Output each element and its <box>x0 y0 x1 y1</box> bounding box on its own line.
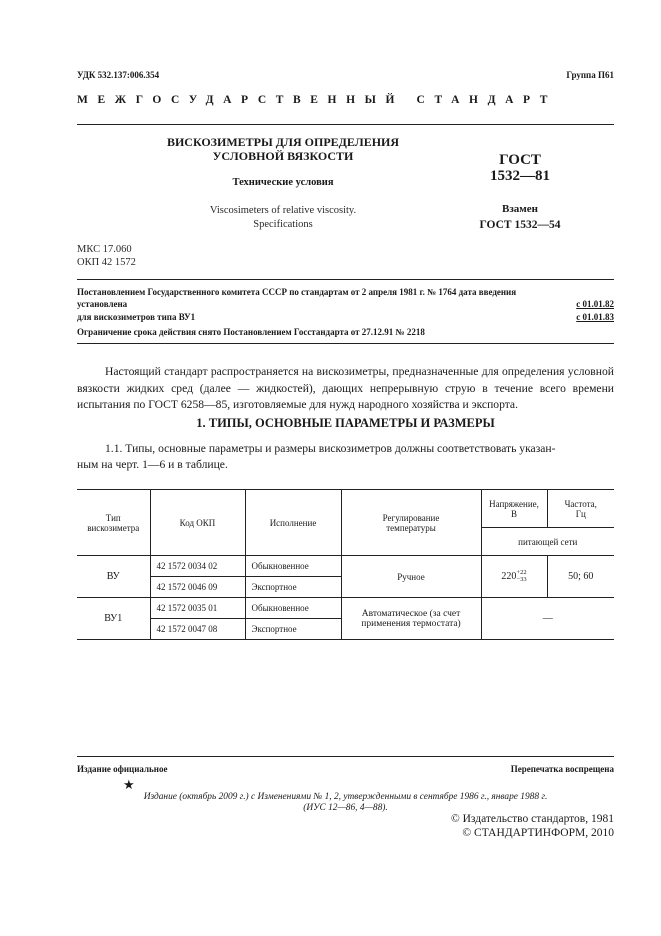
mks-code: МКС 17.060 <box>77 244 132 255</box>
header-type-line-2: вискозиметра <box>87 522 140 533</box>
okp-code: ОКП 42 1572 <box>77 257 136 268</box>
english-title <box>150 204 416 232</box>
reprint-notice: Перепечатка воспрещена <box>510 764 614 774</box>
decree-line-1: Постановлением Государственного комитета СССР по стандартам от 2 апреля 1981 г. № 1764 дата введения <box>77 287 517 297</box>
table-header-row <box>77 490 614 528</box>
table-row <box>77 598 614 619</box>
cell-execution: Обыкновенное <box>245 598 341 619</box>
table-row <box>77 556 614 577</box>
cell-type-vu: ВУ <box>77 556 150 598</box>
standard-banner: МЕЖГОСУДАРСТВЕННЫЙ СТАНДАРТ <box>77 94 558 106</box>
header-type-line-1: Тип <box>105 512 121 523</box>
copyright-publisher: © Издательство стандартов, 1981 <box>450 813 614 825</box>
header-voltage-line-2: В <box>510 508 517 519</box>
decree-line-3-label: для вискозиметров типа ВУ1 <box>77 312 196 322</box>
replaces-label: Взамен <box>502 203 538 215</box>
header-frequency-line-1: Частота, <box>564 498 597 509</box>
header-regulation-line-2: температуры <box>386 522 436 533</box>
decree-line-4: Ограничение срока действия снято Постановлением Госстандарта от 27.12.91 № 2218 <box>77 327 425 337</box>
english-title-line-1: Viscosimeters of relative viscosity. <box>209 205 357 216</box>
replaces-value: ГОСТ 1532—54 <box>479 219 561 231</box>
decree-divider <box>77 279 614 280</box>
cell-code: 42 1572 0046 09 <box>150 577 245 598</box>
parameters-table <box>77 489 614 640</box>
udk-code: УДК 532.137:006.354 <box>77 70 160 80</box>
cell-execution: Экспортное <box>245 577 341 598</box>
header-regulation <box>341 490 481 556</box>
cell-supply-vu1: — <box>481 598 614 640</box>
regulation-vu1-line-2: применения термостата) <box>361 618 461 629</box>
edition-note-line-1: Издание (октябрь 2009 г.) с Изменениями № 1, 2, утвержденными в сентябре 1986 г., январе 1988 г. <box>143 792 548 802</box>
header-okp: Код ОКП <box>150 490 245 556</box>
voltage-tolerance <box>516 570 526 583</box>
copyright-standartinform: © СТАНДАРТИНФОРМ, 2010 <box>462 827 614 839</box>
header-type <box>77 490 150 556</box>
voltage-tolerance-plus: +22 <box>516 569 527 576</box>
cell-regulation-vu: Ручное <box>341 556 481 598</box>
cell-code: 42 1572 0035 01 <box>150 598 245 619</box>
header-voltage <box>481 490 547 528</box>
title-line-2: УСЛОВНОЙ ВЯЗКОСТИ <box>212 149 354 163</box>
section-heading: 1. ТИПЫ, ОСНОВНЫЕ ПАРАМЕТРЫ И РАЗМЕРЫ <box>196 416 495 430</box>
cell-execution: Обыкновенное <box>245 556 341 577</box>
gost-number: 1532—81 <box>490 168 550 184</box>
decree-date-1: с 01.01.82 <box>576 299 614 309</box>
cell-voltage-vu <box>481 556 547 598</box>
header-supply: питающей сети <box>481 528 614 556</box>
edition-note-line-2: (ИУС 12—86, 4—88). <box>303 803 388 813</box>
header-frequency-line-2: Гц <box>575 508 586 519</box>
decree-date-2: с 01.01.83 <box>576 312 614 322</box>
cell-code: 42 1572 0034 02 <box>150 556 245 577</box>
voltage-base: 220 <box>501 570 517 582</box>
header-regulation-line-1: Регулирование <box>382 512 440 523</box>
intro-paragraph: Настоящий стандарт распространяется на вискозиметры, предназначенные для определения условной вязкости жидких сред (далее — жидкостей), дающих непрерывную струю в течение всего времени испытания по ГОСТ 6258—85, изготовляемые для нужд народного хозяйства и экспорта. <box>77 365 614 411</box>
english-title-line-2: Specifications <box>253 219 313 230</box>
group-code: Группа П61 <box>566 70 614 80</box>
cell-code: 42 1572 0047 08 <box>150 619 245 640</box>
gost-designation <box>470 152 570 184</box>
regulation-vu1-line-1: Автоматическое (за счет <box>361 608 461 619</box>
gost-label: ГОСТ <box>499 152 541 168</box>
decree-line-2-label: установлена <box>77 299 128 309</box>
cell-type-vu1: ВУ1 <box>77 598 150 640</box>
official-edition: Издание официальное <box>77 764 168 774</box>
cell-frequency-vu: 50; 60 <box>547 556 614 598</box>
section-paragraph-line-2: ным на черт. 1—6 и в таблице. <box>77 458 228 471</box>
header-voltage-line-1: Напряжение, <box>489 498 539 509</box>
decree-bottom-divider <box>77 343 614 344</box>
section-paragraph-line-1: 1.1. Типы, основные параметры и размеры вискозиметров должны соответствовать указан- <box>105 442 556 455</box>
footer-divider <box>77 756 614 757</box>
document-title <box>150 135 416 163</box>
document-subtitle: Технические условия <box>232 177 334 188</box>
top-divider <box>77 124 614 125</box>
cell-regulation-vu1 <box>341 598 481 640</box>
header-execution: Исполнение <box>245 490 341 556</box>
header-frequency <box>547 490 614 528</box>
title-line-1: ВИСКОЗИМЕТРЫ ДЛЯ ОПРЕДЕЛЕНИЯ <box>166 135 400 149</box>
voltage-tolerance-minus: −33 <box>516 575 527 583</box>
star-icon: ★ <box>123 777 135 792</box>
cell-execution: Экспортное <box>245 619 341 640</box>
